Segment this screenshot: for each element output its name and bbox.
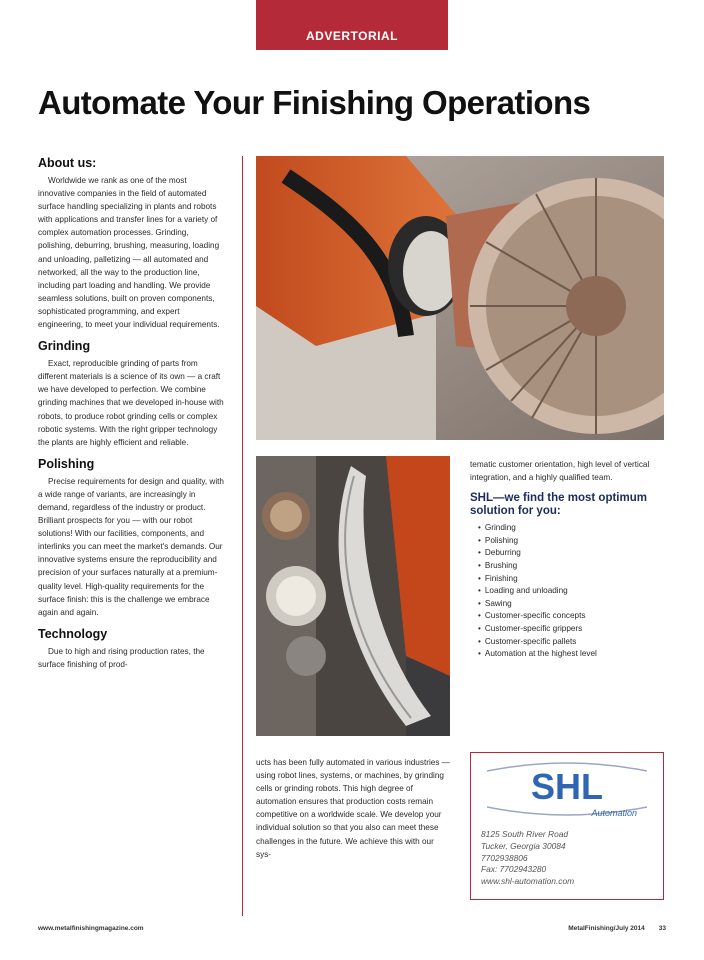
polishing-body: Precise requirements for design and quality, with a wide range of variants, are increasingly in demand, regardless of the industry or product. Brilliant prospects for you — with our robot solutions! With our facilities, components, and interlinks you can meet the market's demands. Our innovative systems ensure the reproducibility and precision of your surfaces naturally at a premium-quality level. High-quality requirements for the surface finish: this is the challenge we embrace again and again. [38,476,224,617]
about-body: Worldwide we rank as one of the most innovative companies in the field of automated surface handling specializing in plants and robots with applications and transfer lines for a variety of complex automation processes. Grinding, polishing, deburring, brushing, measuring, loading and unloading, palletizing — all automated and networked, all the way to the production line, including part loading and handling. We provide seamless solutions, built on proven components, sophisticated programming, and expert engineering, to meet your individual requirements. [38,176,220,330]
list-item: • Brushing [478,560,664,573]
list-item: • Polishing [478,535,664,548]
footer-issue [500,925,666,932]
list-item: • Grinding [478,522,664,535]
column-left [38,156,224,679]
footer-website[interactable]: www.metalfinishingmagazine.com [38,925,144,932]
solutions-list [470,522,664,661]
issue-label: MetalFinishing/July 2014 [568,925,645,932]
about-title: About us: [38,156,97,170]
technology-body-end: tematic customer orientation, high level of vertical integration, and a highly qualified team. [470,460,650,483]
advertorial-banner: ADVERTORIAL [256,0,448,50]
polishing-title: Polishing [38,456,95,471]
column-right [470,458,664,661]
website-link[interactable]: www.shl-automation.com [481,876,575,887]
page-headline: Automate Your Finishing Operations [38,84,591,121]
robot-polishing-photo [256,456,450,736]
list-item: • Deburring [478,547,664,560]
list-item: • Customer-specific pallets [478,636,664,649]
logo-text: SHL [531,766,603,807]
address-line: 8125 South River Road [481,829,569,839]
technology-body-start: Due to high and rising production rates, the surface finishing of prod- [38,646,205,669]
page-number: 33 [658,925,666,932]
column-divider [242,156,243,916]
list-item: • Finishing [478,573,664,586]
list-item: • Loading and unloading [478,585,664,598]
company-address [481,829,657,888]
grinding-title: Grinding [38,339,91,354]
shl-logo [487,761,647,819]
list-item: • Automation at the highest level [478,648,664,661]
logo-subtext: Automation [591,808,637,818]
list-item: • Sawing [478,598,664,611]
grinding-body: Exact, reproducible grinding of parts from different materials is a science of its own — a craft we have developed to perfection. We combine grinding machines that we developed in-house with robots, to produce robot grinding cells or complex robotic systems. With the right gripper technology the plants are highly efficient and reliable. [38,359,224,447]
technology-body-continued: ucts has been fully automated in various industries — using robot lines, systems, or machines, by grinding cells or grinding robots. This high degree of automation ensures that production costs remain competitive on a worldwide scale. We develop your individual solution so that you also can meet these challenges in the future. We achieve this with our sys- [256,758,450,859]
fax-line: Fax: 7702943280 [481,864,547,875]
company-ad-box [470,752,664,900]
list-item: • Customer-specific concepts [478,610,664,623]
technology-title: Technology [38,626,108,641]
solutions-title: SHL—we find the most optimum solution for you: [470,492,647,518]
column-middle-text [256,756,450,869]
address-line: Tucker, Georgia 30084 [481,840,566,851]
phone-line: 7702938806 [481,852,528,863]
list-item: • Customer-specific grippers [478,623,664,636]
robot-grinding-photo [256,156,664,440]
